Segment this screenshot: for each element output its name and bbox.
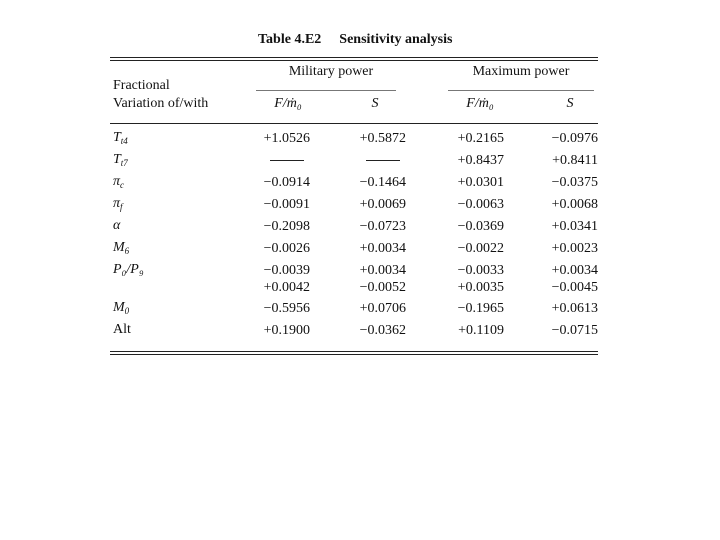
cell-value: +0.8411 [552, 153, 598, 168]
cell-value: +0.0034 [359, 263, 406, 278]
cell-value: −0.0045 [551, 280, 598, 295]
cell-value: −0.0914 [263, 175, 310, 190]
table-row [0, 128, 720, 150]
table-cell [428, 174, 504, 191]
table-cell [330, 152, 406, 169]
empty-dash [366, 160, 400, 161]
group-rule-maximum [448, 90, 594, 91]
table-cell [428, 196, 504, 213]
cell-value: +0.0069 [359, 197, 406, 212]
caption-title: Sensitivity analysis [339, 32, 453, 47]
table-row [0, 194, 720, 216]
row-label-text: M [113, 300, 125, 315]
caption-label: Table 4.E2 [258, 32, 322, 47]
column-header-maximum-s: S [566, 96, 574, 111]
table-cell [330, 174, 406, 191]
table-body [0, 128, 720, 342]
cell-value: −0.0723 [359, 219, 406, 234]
top-rule-double [110, 60, 598, 61]
row-label-subscript: f [120, 202, 123, 212]
table-cell [330, 196, 406, 213]
table-cell [428, 152, 504, 169]
table-row [0, 260, 720, 298]
cell-value: −0.0375 [551, 175, 598, 190]
table-cell [330, 218, 406, 235]
table-cell [520, 130, 598, 147]
table-cell [236, 262, 310, 296]
table-cell [520, 196, 598, 213]
cell-value: +0.0301 [457, 175, 504, 190]
stub-header-line1: Fractional [113, 78, 170, 93]
cell-value: −0.0022 [457, 241, 504, 256]
table-cell [330, 300, 406, 317]
cell-value: +0.0035 [457, 280, 504, 295]
cell-value: −0.0976 [551, 131, 598, 146]
cell-value [330, 152, 406, 169]
cell-value: −0.0369 [457, 219, 504, 234]
row-label-text: T [113, 130, 121, 145]
header-rule [110, 123, 598, 124]
table-cell [236, 240, 310, 257]
row-label [113, 196, 123, 212]
cell-value: −0.0715 [551, 323, 598, 338]
table-cell [236, 174, 310, 191]
cell-value: +0.0034 [551, 263, 598, 278]
row-label-subscript: 6 [124, 246, 130, 256]
column-header-maximum-thrust: F/ṁ₀ [466, 96, 494, 111]
table-row [0, 172, 720, 194]
table-row [0, 298, 720, 320]
row-label-text: π [113, 196, 121, 211]
cell-value: +0.0068 [551, 197, 598, 212]
table-row [0, 320, 720, 342]
table-cell [236, 218, 310, 235]
row-label-subscript: t7 [120, 158, 128, 168]
row-label-text: Alt [113, 322, 131, 337]
stub-header [113, 77, 208, 113]
row-label [113, 300, 129, 316]
cell-value: −0.0052 [359, 280, 406, 295]
empty-dash [270, 160, 304, 161]
table-cell [520, 300, 598, 317]
cell-value: −0.0026 [263, 241, 310, 256]
column-header-military-s: S [371, 96, 379, 111]
cell-value: +0.5872 [359, 131, 406, 146]
cell-value [236, 152, 310, 169]
group-rule-military [256, 90, 396, 91]
cell-value: −0.1464 [359, 175, 406, 190]
table-cell [428, 240, 504, 257]
table-cell [428, 262, 504, 296]
top-rule [110, 57, 598, 58]
cell-value: −0.0362 [359, 323, 406, 338]
table-cell [428, 300, 504, 317]
cell-value: −0.0091 [263, 197, 310, 212]
table-cell [428, 130, 504, 147]
stub-header-line2: Variation of/with [113, 96, 209, 111]
table-cell [520, 218, 598, 235]
bottom-rule-double [110, 354, 598, 355]
row-label-subscript: 0 [124, 306, 130, 316]
cell-value: +0.0034 [359, 241, 406, 256]
row-label-subscript: t4 [120, 136, 128, 146]
row-label-text: P₀/P₉ [113, 262, 144, 277]
row-label [113, 152, 128, 168]
cell-value: −0.0033 [457, 263, 504, 278]
cell-value: +0.0023 [551, 241, 598, 256]
table-cell [428, 322, 504, 339]
row-label [113, 130, 128, 146]
cell-value: −0.0039 [263, 263, 310, 278]
table-row [0, 216, 720, 238]
row-label-text: π [113, 174, 121, 189]
cell-value: −0.2098 [263, 219, 310, 234]
row-label-text: M [113, 240, 125, 255]
row-label-text: T [113, 152, 121, 167]
cell-value: +0.1900 [263, 323, 310, 338]
table-cell [520, 240, 598, 257]
row-label [113, 174, 124, 190]
table-cell [236, 196, 310, 213]
table-cell [236, 152, 310, 169]
group-header-military-power: Military power [288, 64, 374, 79]
cell-value: +1.0526 [263, 131, 310, 146]
row-label [113, 240, 129, 256]
cell-value: +0.0341 [551, 219, 598, 234]
table-cell [236, 322, 310, 339]
cell-value: −0.5956 [263, 301, 310, 316]
cell-value: +0.0613 [551, 301, 598, 316]
cell-value: +0.1109 [458, 323, 504, 338]
table-cell [330, 240, 406, 257]
table-cell [520, 174, 598, 191]
table-cell [330, 262, 406, 296]
bottom-rule [110, 351, 598, 352]
table-cell [520, 152, 598, 169]
table-cell [330, 322, 406, 339]
cell-value: +0.0042 [263, 280, 310, 295]
cell-value: −0.1965 [457, 301, 504, 316]
cell-value: +0.2165 [457, 131, 504, 146]
row-label [113, 322, 131, 338]
table-cell [520, 262, 598, 296]
table-cell [236, 300, 310, 317]
table-row [0, 150, 720, 172]
column-header-military-thrust: F/ṁ₀ [274, 96, 302, 111]
row-label-text: α [113, 218, 121, 233]
table-caption [258, 32, 452, 48]
table-cell [330, 130, 406, 147]
cell-value: −0.0063 [457, 197, 504, 212]
group-header-maximum-power: Maximum power [472, 64, 570, 79]
row-label-subscript: c [120, 180, 125, 190]
cell-value: +0.0706 [359, 301, 406, 316]
table-cell [236, 130, 310, 147]
table-cell [428, 218, 504, 235]
row-label [113, 218, 120, 234]
row-label [113, 262, 144, 278]
table-cell [520, 322, 598, 339]
cell-value: +0.8437 [457, 153, 504, 168]
table-row [0, 238, 720, 260]
